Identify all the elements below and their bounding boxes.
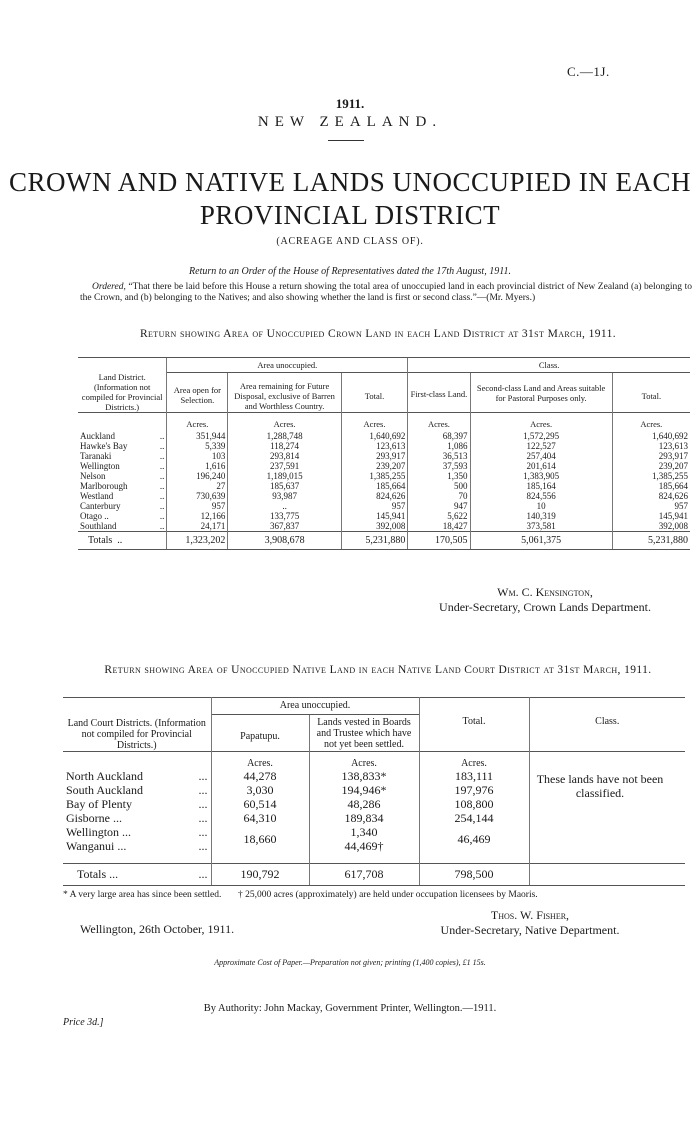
printer-authority: By Authority: John Mackay, Government Printer, Wellington.—1911.	[203, 1003, 497, 1014]
district-name: Otago .. ..	[80, 511, 165, 521]
totals-class-total: 5,231,880	[612, 532, 690, 550]
district-name: Canterbury ..	[80, 501, 165, 511]
area-remaining: 133,775	[228, 511, 341, 521]
second-class: 257,404	[470, 451, 612, 461]
footnote-star: * A very large area has since been settled.	[63, 890, 222, 900]
second-class: 1,572,295	[470, 429, 612, 441]
totals-remaining: 3,908,678	[228, 532, 341, 550]
crown-totals-row	[78, 532, 690, 550]
class-total: 123,613	[612, 441, 690, 451]
area-total: 824,626	[341, 491, 408, 501]
class-total: 293,917	[612, 451, 690, 461]
area-total: 1,385,255	[341, 471, 408, 481]
area-remaining: 1,288,748	[228, 429, 341, 441]
col-first-class: First-class Land.	[408, 373, 470, 413]
col-land-court-district: Land Court Districts. (Information not compiled for Provincial Districts.)	[67, 718, 206, 751]
area-remaining: 367,837	[228, 521, 341, 532]
district-name: Bay of Plenty ...	[66, 797, 208, 811]
place-date: Wellington, 26th October, 1911.	[80, 922, 235, 936]
group-area-unoccupied: Area unoccupied.	[211, 698, 419, 715]
area-open: 351,944	[167, 429, 228, 441]
first-class: 70	[408, 491, 470, 501]
col-total: Total.	[341, 373, 408, 413]
page-title-line-2: PROVINCIAL DISTRICT	[199, 200, 501, 230]
country-heading: NEW ZEALAND.	[257, 114, 443, 130]
combined-papatupu: 18,660	[211, 825, 309, 853]
area-open: 27	[167, 481, 228, 491]
crown-table-row	[78, 429, 690, 441]
col-area-remaining: Area remaining for Future Disposal, exclusive of Barren and Worthless Country.	[228, 373, 341, 413]
unit-label: Acres.	[167, 413, 228, 430]
class-total: 1,640,692	[612, 429, 690, 441]
col-second-class: Second-class Land and Areas suitable for Pastoral Purposes only.	[470, 373, 612, 413]
group-area-unoccupied: Area unoccupied.	[167, 358, 408, 373]
combined-vested: 1,340 44,469†	[309, 825, 419, 853]
return-order: Return to an Order of the House of Representatives dated the 17th August, 1911.	[189, 266, 511, 277]
crown-table-row	[78, 501, 690, 511]
area-open: 196,240	[167, 471, 228, 481]
totals-second: 5,061,375	[470, 532, 612, 550]
papatupu-area: 44,278	[211, 769, 309, 783]
combined-districts: Wellington ... ... Wanganui ... ...	[66, 825, 208, 853]
area-remaining: ..	[228, 501, 341, 511]
combined-total: 46,469	[419, 825, 529, 853]
unit-label: Acres.	[341, 413, 408, 430]
native-table-row	[63, 811, 685, 825]
unit-label: Acres.	[470, 413, 612, 430]
area-total: 145,941	[341, 511, 408, 521]
class-total: 145,941	[612, 511, 690, 521]
district-name: Marlborough ..	[80, 481, 165, 491]
first-class: 1,086	[408, 441, 470, 451]
first-class: 1,350	[408, 471, 470, 481]
signature-name: Wm. C. Kensington,	[497, 585, 593, 599]
totals-first: 170,505	[408, 532, 470, 550]
district-name: South Auckland ...	[66, 783, 208, 797]
papatupu-area: 60,514	[211, 797, 309, 811]
ordered-text: “That there be laid before this House a return showing the total area of unoccupied land in each provincial district of New Zealand (a) belonging to the Crown, and (b) belonging to the Natives; and also showing whether the land is first or second class.”—(Mr. Myers.)	[80, 282, 692, 303]
area-total: 108,800	[419, 797, 529, 811]
ordered-label: Ordered,	[92, 282, 126, 292]
second-class: 201,614	[470, 461, 612, 471]
area-remaining: 185,637	[228, 481, 341, 491]
area-open: 5,339	[167, 441, 228, 451]
second-class: 122,527	[470, 441, 612, 451]
native-signature	[380, 908, 680, 938]
page-subtitle: (ACREAGE AND CLASS OF).	[276, 236, 424, 247]
second-class: 140,319	[470, 511, 612, 521]
first-class: 5,622	[408, 511, 470, 521]
unit-label: Acres.	[309, 752, 419, 770]
district-name: Auckland ..	[80, 431, 165, 441]
class-total: 392,008	[612, 521, 690, 532]
area-remaining: 118,274	[228, 441, 341, 451]
first-class: 37,593	[408, 461, 470, 471]
col-total: Total.	[419, 714, 529, 751]
second-class: 185,164	[470, 481, 612, 491]
cost-note: Approximate Cost of Paper.—Preparation not given; printing (1,400 copies), £1 15s.	[214, 958, 486, 967]
totals-total: 5,231,880	[341, 532, 408, 550]
class-total: 185,664	[612, 481, 690, 491]
col-class: Class.	[529, 714, 685, 751]
unit-label: Acres.	[419, 752, 529, 770]
area-open: 12,166	[167, 511, 228, 521]
class-total: 1,385,255	[612, 471, 690, 481]
totals-papatupu: 190,792	[211, 864, 309, 886]
district-name: Southland ..	[80, 521, 165, 531]
crown-signature	[400, 585, 690, 615]
price: Price 3d.]	[63, 1017, 104, 1028]
first-class: 68,397	[408, 429, 470, 441]
district-name: Westland ..	[80, 491, 165, 501]
first-class: 500	[408, 481, 470, 491]
crown-land-table	[78, 357, 690, 550]
native-combined-row	[63, 825, 685, 853]
area-remaining: 93,987	[228, 491, 341, 501]
area-total: 254,144	[419, 811, 529, 825]
area-total: 1,640,692	[341, 429, 408, 441]
class-total: 957	[612, 501, 690, 511]
vested-area: 138,833*	[309, 769, 419, 783]
crown-table-row	[78, 491, 690, 501]
second-class: 1,383,905	[470, 471, 612, 481]
totals-label: Totals ... ...	[63, 864, 211, 886]
area-open: 24,171	[167, 521, 228, 532]
footnotes	[63, 890, 693, 901]
group-class: Class.	[408, 358, 690, 373]
class-note: These lands have not been classified.	[536, 772, 664, 800]
district-name: Wellington ..	[80, 461, 165, 471]
area-open: 1,616	[167, 461, 228, 471]
area-total: 957	[341, 501, 408, 511]
totals-vested: 617,708	[309, 864, 419, 886]
class-total: 239,207	[612, 461, 690, 471]
class-total: 824,626	[612, 491, 690, 501]
area-remaining: 1,189,015	[228, 471, 341, 481]
first-class: 36,513	[408, 451, 470, 461]
area-open: 957	[167, 501, 228, 511]
crown-table-row	[78, 451, 690, 461]
crown-table-row	[78, 511, 690, 521]
crown-table-row	[78, 461, 690, 471]
papatupu-area: 3,030	[211, 783, 309, 797]
totals-open: 1,323,202	[167, 532, 228, 550]
col-area-open: Area open for Selection.	[167, 373, 228, 413]
year: 1911.	[335, 96, 365, 111]
totals-total: 798,500	[419, 864, 529, 886]
page-title-line-1: CROWN AND NATIVE LANDS UNOCCUPIED IN EACH	[9, 167, 691, 197]
unit-label: Acres.	[228, 413, 341, 430]
papatupu-area: 64,310	[211, 811, 309, 825]
second-class: 10	[470, 501, 612, 511]
second-class: 824,556	[470, 491, 612, 501]
area-total: 183,111	[419, 769, 529, 783]
district-name: Taranaki ..	[80, 451, 165, 461]
col-papatupu: Papatupu.	[211, 714, 309, 751]
area-total: 293,917	[341, 451, 408, 461]
first-class: 18,427	[408, 521, 470, 532]
crown-table-heading: Return showing Area of Unoccupied Crown Land in each Land District at 31st March, 1911.	[139, 328, 617, 340]
area-total: 239,207	[341, 461, 408, 471]
area-open: 730,639	[167, 491, 228, 501]
divider	[328, 140, 364, 141]
crown-table-row	[78, 481, 690, 491]
signature-title: Under-Secretary, Native Department.	[440, 923, 620, 937]
vested-area: 194,946*	[309, 783, 419, 797]
area-open: 103	[167, 451, 228, 461]
area-total: 197,976	[419, 783, 529, 797]
area-total: 392,008	[341, 521, 408, 532]
totals-label: Totals ..	[78, 532, 167, 550]
area-remaining: 237,591	[228, 461, 341, 471]
signature-title: Under-Secretary, Crown Lands Department.	[439, 600, 651, 614]
vested-area: 189,834	[309, 811, 419, 825]
footnote-dagger: † 25,000 acres (approximately) are held under occupation licensees by Maoris.	[238, 890, 538, 900]
vested-area: 48,286	[309, 797, 419, 811]
district-name: Gisborne ... ...	[66, 811, 208, 825]
second-class: 373,581	[470, 521, 612, 532]
ordered-paragraph	[80, 282, 692, 304]
native-table-heading: Return showing Area of Unoccupied Native Land in each Native Land Court District at 31st March, 1911.	[104, 664, 652, 676]
unit-label: Acres.	[211, 752, 309, 770]
paper-reference: C.—1J.	[567, 64, 610, 79]
district-name: Hawke's Bay ..	[80, 441, 165, 451]
signature-name: Thos. W. Fisher,	[490, 908, 570, 922]
col-lands-vested: Lands vested in Boards and Trustee which have not yet been settled.	[309, 714, 419, 751]
col-class-total: Total.	[612, 373, 690, 413]
crown-table-row	[78, 441, 690, 451]
unit-label: Acres.	[612, 413, 690, 430]
district-name: North Auckland ...	[66, 769, 208, 783]
col-land-district: Land District. (Information not compiled for Provincial Districts.)	[78, 358, 167, 413]
native-totals-row	[63, 864, 685, 886]
crown-table-row	[78, 471, 690, 481]
area-remaining: 293,814	[228, 451, 341, 461]
area-total: 123,613	[341, 441, 408, 451]
crown-table-row	[78, 521, 690, 532]
unit-label: Acres.	[408, 413, 470, 430]
area-total: 185,664	[341, 481, 408, 491]
first-class: 947	[408, 501, 470, 511]
district-name: Nelson ..	[80, 471, 165, 481]
